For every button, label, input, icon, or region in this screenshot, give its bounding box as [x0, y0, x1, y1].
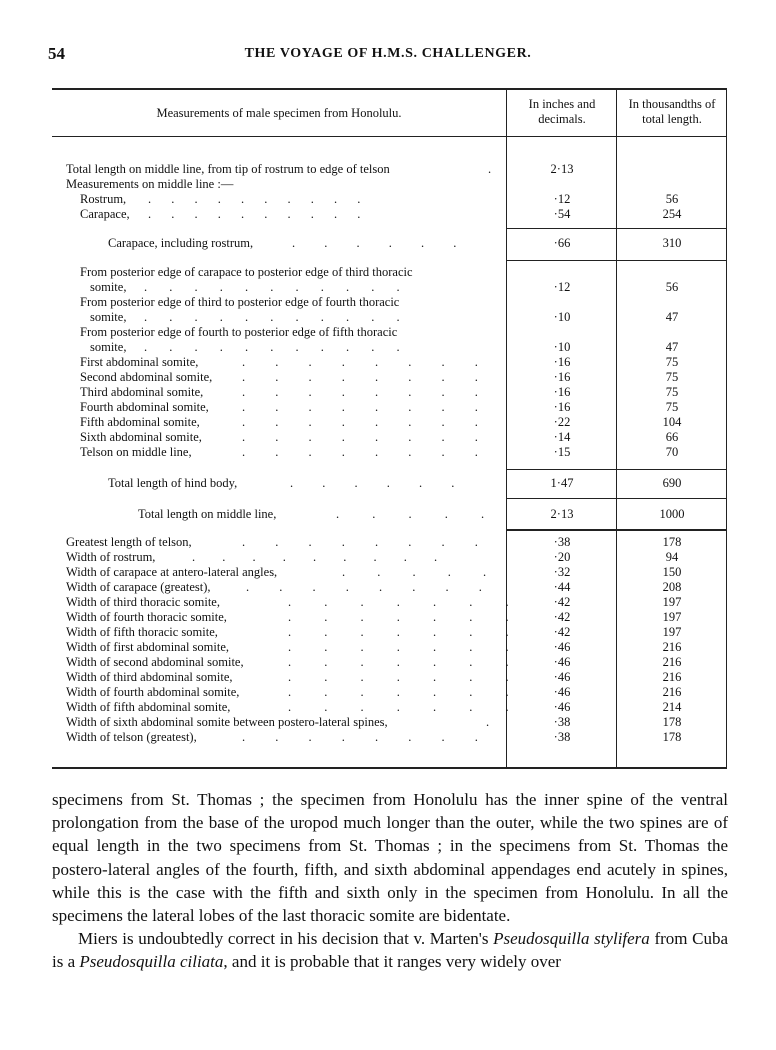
row-inches: ·10: [553, 310, 571, 324]
body-text: [52, 788, 728, 974]
row-label: Third abdominal somite,: [80, 385, 204, 399]
row-leader: . . . . . . . .: [242, 385, 478, 399]
row-label: Width of first abdominal somite,: [66, 640, 230, 654]
table-row: [52, 295, 727, 310]
row-inches: ·54: [553, 207, 571, 221]
row-leader: . . . . . . . . . . .: [144, 280, 400, 294]
row-leader: . . . . . . . .: [242, 445, 478, 459]
row-thousandths: 310: [662, 236, 682, 250]
row-thousandths: 75: [665, 355, 679, 369]
measurements-table: [52, 88, 727, 768]
row-thousandths: 208: [662, 580, 682, 594]
row-leader: . . . . . . .: [288, 700, 509, 714]
row-thousandths: 178: [662, 730, 682, 744]
table-row: [52, 700, 727, 715]
row-leader: . . . . .: [342, 565, 487, 579]
row-label: Width of rostrum,: [66, 550, 156, 564]
row-inches: ·38: [553, 715, 571, 729]
row-label: somite,: [90, 310, 127, 324]
row-label: Width of fourth thoracic somite,: [66, 610, 227, 624]
row-label: From posterior edge of third to posterior edge of fourth thoracic: [80, 295, 400, 309]
table-row: [52, 730, 727, 745]
row-label: Width of third thoracic somite,: [66, 595, 220, 609]
table-row: [52, 595, 727, 610]
row-inches: 1·47: [550, 476, 574, 490]
column-rule: [506, 469, 727, 470]
row-leader: . . . . . . . . . .: [148, 192, 361, 206]
running-title: THE VOYAGE OF H.M.S. CHALLENGER.: [244, 46, 532, 61]
row-leader: . . . . . . .: [288, 595, 509, 609]
row-label: Fourth abdominal somite,: [80, 400, 209, 414]
row-inches: ·10: [553, 340, 571, 354]
row-thousandths: 56: [665, 280, 679, 294]
row-inches: ·46: [553, 640, 571, 654]
row-inches: ·46: [553, 670, 571, 684]
table-row: [52, 565, 727, 580]
row-leader: . . . . . . . .: [242, 535, 478, 549]
row-leader: . . . . . . .: [288, 640, 509, 654]
table-row: [52, 177, 727, 192]
row-label: From posterior edge of carapace to posterior edge of third thoracic: [80, 265, 413, 279]
row-label: Total length of hind body,: [108, 476, 238, 490]
row-inches: ·42: [553, 625, 571, 639]
table-row: [52, 400, 727, 415]
table-row: [52, 580, 727, 595]
row-thousandths: 197: [662, 625, 682, 639]
row-leader: . . . . . .: [290, 476, 455, 490]
row-inches: ·32: [553, 565, 571, 579]
table-row: [52, 640, 727, 655]
table-row: [52, 655, 727, 670]
row-inches: 2·13: [550, 162, 574, 176]
table-row: [52, 370, 727, 385]
page-number: 54: [48, 44, 65, 63]
column-rule: [506, 529, 727, 531]
table-row: [52, 550, 727, 565]
row-label: Width of carapace at antero-lateral angles,: [66, 565, 278, 579]
row-leader: . . . . . . . . .: [192, 550, 438, 564]
table-row: [52, 192, 727, 207]
row-label: Second abdominal somite,: [80, 370, 213, 384]
header-description: Measurements of male specimen from Honolulu.: [156, 106, 402, 120]
row-thousandths: 254: [662, 207, 682, 221]
row-label: Total length on middle line,: [138, 507, 277, 521]
row-label: From posterior edge of fourth to posterior edge of fifth thoracic: [80, 325, 398, 339]
paragraph: specimens from St. Thomas ; the specimen from Honolulu has the inner spine of the ventral prolongation from the base of the uropod much longer than the outer, while the two spines are of equal length in the two specimens from St. Thomas ; in the specimens from St. Thomas the postero-lateral angles of the fourth, fifth, and sixth abdominal appendages end acutely in spines, while this is the case with the fifth and sixth only in the specimen from Honolulu. In all the specimens the lateral lobes of the last thoracic somite are bidentate.: [52, 790, 728, 926]
table-row: [52, 385, 727, 400]
row-leader: . . . . . . .: [288, 625, 509, 639]
row-label: Measurements on middle line :—: [66, 177, 234, 191]
table-row: [52, 430, 727, 445]
row-thousandths: 47: [665, 310, 679, 324]
row-inches: ·66: [553, 236, 571, 250]
row-thousandths: 216: [662, 655, 682, 669]
row-leader: . . . . . . . .: [242, 355, 478, 369]
row-thousandths: 690: [662, 476, 682, 490]
row-inches: ·22: [553, 415, 571, 429]
table-row: [52, 415, 727, 430]
row-label: First abdominal somite,: [80, 355, 199, 369]
row-leader: . . . . . . . .: [242, 415, 478, 429]
row-thousandths: 47: [665, 340, 679, 354]
row-inches: ·16: [553, 400, 571, 414]
row-inches: ·16: [553, 385, 571, 399]
table-row: [52, 476, 727, 491]
row-inches: ·46: [553, 685, 571, 699]
row-leader: . . . . . . . . . .: [148, 207, 361, 221]
row-thousandths: 178: [662, 715, 682, 729]
row-leader: . . . . . . . . . . .: [144, 340, 400, 354]
row-inches: 2·13: [550, 507, 574, 521]
row-leader: . . . . . .: [292, 236, 457, 250]
table-row: [52, 207, 727, 222]
row-thousandths: 70: [665, 445, 679, 459]
row-thousandths: 75: [665, 370, 679, 384]
row-leader: . . . . . . . .: [242, 370, 478, 384]
column-rule: [506, 260, 727, 261]
row-inches: ·12: [553, 280, 571, 294]
row-leader: . . . . . . . .: [246, 580, 482, 594]
row-thousandths: 75: [665, 385, 679, 399]
column-rule: [506, 228, 727, 229]
row-thousandths: 66: [665, 430, 679, 444]
row-label: Width of fifth thoracic somite,: [66, 625, 218, 639]
row-thousandths: 197: [662, 595, 682, 609]
table-row: [52, 280, 727, 295]
row-leader: . . . . . . . . . . .: [144, 310, 400, 324]
row-leader: .: [486, 715, 490, 729]
table-row: [52, 325, 727, 340]
row-inches: ·38: [553, 730, 571, 744]
table-row: [52, 685, 727, 700]
table-bottom-rule: [52, 767, 727, 769]
row-label: Width of telson (greatest),: [66, 730, 197, 744]
header-inches: In inches and decimals.: [528, 97, 596, 126]
row-label: Rostrum,: [80, 192, 127, 206]
row-label: Telson on middle line,: [80, 445, 192, 459]
row-leader: . . . . . . .: [288, 655, 509, 669]
table-row: [52, 625, 727, 640]
row-label: somite,: [90, 280, 127, 294]
row-thousandths: 178: [662, 535, 682, 549]
table-row: [52, 310, 727, 325]
row-thousandths: 197: [662, 610, 682, 624]
row-leader: . . . . .: [336, 507, 485, 521]
species-name: Pseudosquilla stylifera: [493, 929, 650, 949]
row-thousandths: 104: [662, 415, 682, 429]
row-label: somite,: [90, 340, 127, 354]
row-inches: ·16: [553, 370, 571, 384]
table-row: [52, 507, 727, 522]
row-leader: .: [488, 162, 492, 176]
row-inches: ·46: [553, 700, 571, 714]
row-thousandths: 75: [665, 400, 679, 414]
row-label: Sixth abdominal somite,: [80, 430, 202, 444]
row-inches: ·14: [553, 430, 571, 444]
paragraph: Miers is undoubtedly correct in his decision that v. Marten's Pseudosquilla stylifera from Cuba is a Pseudosquilla ciliata, and it is probable that it ranges very widely over: [52, 929, 729, 972]
row-thousandths: 94: [665, 550, 679, 564]
table-top-rule: [52, 88, 727, 90]
table-row: [52, 162, 727, 177]
species-name: Pseudosquilla ciliata: [79, 952, 224, 972]
row-thousandths: 216: [662, 685, 682, 699]
row-thousandths: 216: [662, 670, 682, 684]
row-inches: ·38: [553, 535, 571, 549]
row-inches: ·42: [553, 610, 571, 624]
row-leader: . . . . . . .: [288, 685, 509, 699]
row-inches: ·46: [553, 655, 571, 669]
row-inches: ·15: [553, 445, 571, 459]
row-thousandths: 216: [662, 640, 682, 654]
table-header-rule: [52, 136, 727, 137]
row-leader: . . . . . . . .: [242, 730, 478, 744]
page-header: [48, 44, 728, 66]
table-row: [52, 535, 727, 550]
row-inches: ·20: [553, 550, 571, 564]
table-row: [52, 355, 727, 370]
table-row: [52, 610, 727, 625]
row-inches: ·12: [553, 192, 571, 206]
table-row: [52, 340, 727, 355]
row-inches: ·44: [553, 580, 571, 594]
table-row: [52, 236, 727, 251]
row-label: Width of fourth abdominal somite,: [66, 685, 240, 699]
row-label: Width of carapace (greatest),: [66, 580, 211, 594]
row-label: Width of fifth abdominal somite,: [66, 700, 231, 714]
header-thousandths: In thousandths of total length.: [628, 97, 716, 126]
row-label: Width of sixth abdominal somite between postero-lateral spines,: [66, 715, 388, 729]
row-thousandths: 56: [665, 192, 679, 206]
row-thousandths: 214: [662, 700, 682, 714]
row-label: Width of second abdominal somite,: [66, 655, 244, 669]
row-leader: . . . . . . .: [288, 610, 509, 624]
table-row: [52, 715, 727, 730]
column-rule: [506, 498, 727, 499]
table-row: [52, 265, 727, 280]
row-inches: ·16: [553, 355, 571, 369]
row-leader: . . . . . . . .: [242, 400, 478, 414]
row-label: Width of third abdominal somite,: [66, 670, 233, 684]
row-leader: . . . . . . . .: [242, 430, 478, 444]
row-label: Carapace,: [80, 207, 130, 221]
row-thousandths: 150: [662, 565, 682, 579]
table-row: [52, 670, 727, 685]
row-leader: . . . . . . .: [288, 670, 509, 684]
table-row: [52, 445, 727, 460]
row-label: Greatest length of telson,: [66, 535, 192, 549]
row-thousandths: 1000: [659, 507, 685, 521]
row-label: Total length on middle line, from tip of rostrum to edge of telson: [66, 162, 390, 176]
row-inches: ·42: [553, 595, 571, 609]
row-label: Fifth abdominal somite,: [80, 415, 200, 429]
row-label: Carapace, including rostrum,: [108, 236, 254, 250]
